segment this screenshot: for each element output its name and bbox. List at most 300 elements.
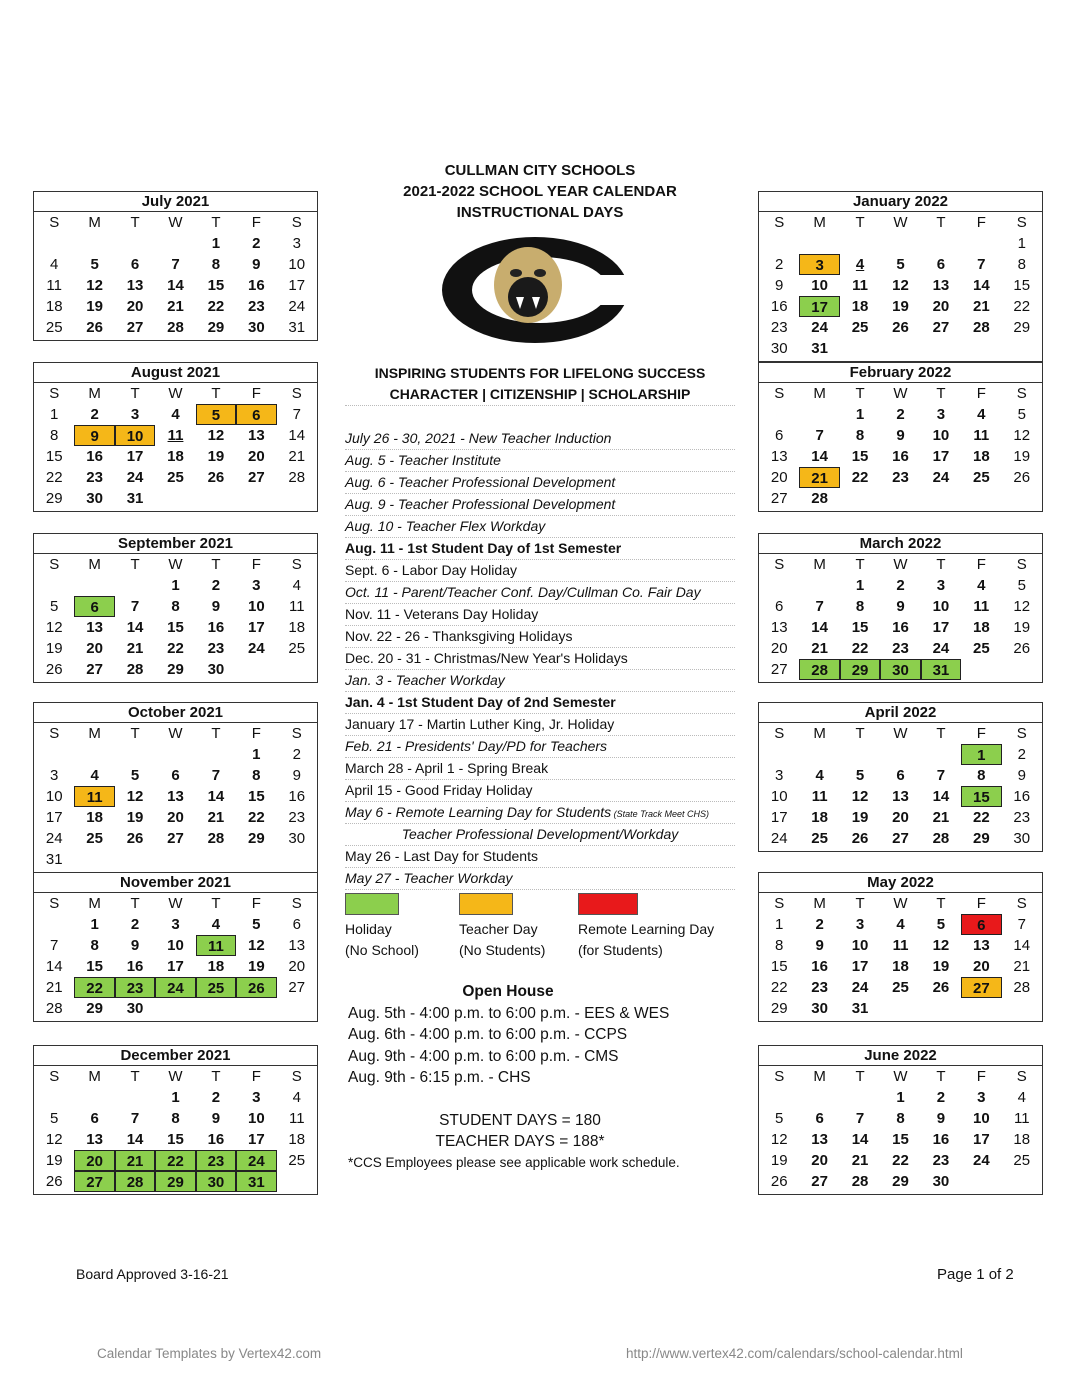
day-cell: 26 bbox=[1013, 469, 1031, 486]
day-cell: 2 bbox=[1017, 746, 1026, 763]
day-cell: 4 bbox=[815, 767, 824, 784]
day-cell: 25 bbox=[973, 469, 990, 486]
day-cell: 8 bbox=[855, 427, 865, 444]
day-cell: 7 bbox=[130, 1110, 140, 1127]
day-cell: 2 bbox=[936, 1089, 946, 1106]
day-cell: 29 bbox=[248, 830, 265, 847]
weekday-header: S bbox=[1016, 556, 1027, 573]
weekday-header: F bbox=[976, 385, 986, 402]
weekday-header: F bbox=[251, 725, 261, 742]
legend-teacher-label: Teacher Day bbox=[459, 921, 538, 937]
day-cell: 13 bbox=[86, 619, 103, 636]
day-cell: 29 bbox=[973, 830, 990, 847]
day-cell: 17 bbox=[288, 277, 306, 294]
event-text: April 15 - Good Friday Holiday bbox=[345, 782, 533, 798]
day-cell: 27 bbox=[811, 1173, 828, 1190]
day-cell: 14 bbox=[126, 1131, 144, 1148]
month-february-2022 bbox=[758, 362, 1043, 512]
month-grid bbox=[34, 383, 317, 511]
day-cell: 13 bbox=[932, 277, 950, 294]
weekday-header: W bbox=[168, 214, 183, 231]
day-cell: 3 bbox=[799, 254, 839, 275]
day-cell: 8 bbox=[90, 937, 99, 954]
weekday-header: W bbox=[168, 556, 183, 573]
month-title: April 2022 bbox=[759, 703, 1042, 723]
day-cell: 25 bbox=[892, 979, 909, 996]
day-cell: 28 bbox=[167, 319, 184, 336]
blank-cell bbox=[840, 233, 880, 254]
template-credit: Calendar Templates by Vertex42.com bbox=[97, 1346, 322, 1361]
day-cell: 28 bbox=[207, 830, 225, 847]
month-grid bbox=[34, 1066, 317, 1194]
weekday-header: T bbox=[936, 1068, 946, 1085]
day-cell: 30 bbox=[248, 319, 265, 336]
month-october-2021 bbox=[33, 702, 318, 873]
event-text: Oct. 11 - Parent/Teacher Conf. Day/Cullman Co. Fair Day bbox=[345, 584, 701, 600]
day-cell: 16 bbox=[770, 298, 788, 315]
weekday-header: M bbox=[813, 385, 826, 402]
day-cell: 12 bbox=[892, 277, 909, 294]
weekday-header: M bbox=[813, 1068, 826, 1085]
day-cell: 2 bbox=[775, 256, 784, 273]
month-april-2022 bbox=[758, 702, 1043, 852]
day-cell: 23 bbox=[1013, 809, 1031, 826]
event-text: Aug. 9 - Teacher Professional Development bbox=[345, 496, 616, 512]
weekday-header: T bbox=[211, 385, 221, 402]
board-approved: Board Approved 3-16-21 bbox=[76, 1266, 229, 1282]
weekday-header: F bbox=[976, 1068, 986, 1085]
day-cell: 10 bbox=[288, 256, 306, 273]
weekday-header: T bbox=[936, 556, 946, 573]
day-cell: 8 bbox=[171, 1110, 180, 1127]
day-cell: 8 bbox=[1017, 256, 1026, 273]
weekday-header: M bbox=[88, 385, 101, 402]
day-cell: 15 bbox=[892, 1131, 909, 1148]
school-name: CULLMAN CITY SCHOOLS bbox=[444, 162, 636, 179]
month-grid bbox=[759, 1066, 1042, 1194]
day-cell: 24 bbox=[236, 1150, 276, 1171]
weekday-header: T bbox=[855, 556, 865, 573]
day-cell: 4 bbox=[292, 577, 301, 594]
event-item bbox=[345, 516, 735, 538]
event-text: Aug. 11 - 1st Student Day of 1st Semester bbox=[345, 540, 622, 556]
event-item bbox=[345, 626, 735, 648]
day-cell: 24 bbox=[248, 640, 265, 657]
day-cell: 3 bbox=[171, 916, 180, 933]
month-title: March 2022 bbox=[759, 534, 1042, 554]
day-cell: 20 bbox=[74, 1150, 114, 1171]
day-cell: 3 bbox=[936, 577, 946, 594]
day-cell: 29 bbox=[45, 490, 63, 507]
weekday-header: M bbox=[813, 214, 826, 231]
event-text: Nov. 22 - 26 - Thanksgiving Holidays bbox=[345, 628, 573, 644]
day-cell: 23 bbox=[288, 809, 306, 826]
day-cell: 15 bbox=[248, 788, 265, 805]
day-cell: 26 bbox=[892, 319, 909, 336]
day-cell: 21 bbox=[167, 298, 184, 315]
day-cell: 15 bbox=[851, 619, 869, 636]
day-cell: 5 bbox=[50, 1110, 59, 1127]
day-cell: 12 bbox=[932, 937, 950, 954]
day-cell: 18 bbox=[288, 619, 306, 636]
day-cell: 30 bbox=[880, 659, 920, 680]
month-title: November 2021 bbox=[34, 873, 317, 893]
day-cell: 4 bbox=[50, 256, 59, 273]
event-item bbox=[345, 868, 735, 890]
day-cell: 20 bbox=[288, 958, 306, 975]
day-cell: 19 bbox=[1013, 448, 1031, 465]
weekday-header: T bbox=[211, 725, 221, 742]
month-title: May 2022 bbox=[759, 873, 1042, 893]
day-cell: 21 bbox=[851, 1152, 869, 1169]
blank-cell bbox=[799, 744, 839, 765]
day-cell: 11 bbox=[288, 598, 305, 615]
day-cell: 12 bbox=[86, 277, 103, 294]
blank-cell bbox=[921, 233, 961, 254]
event-item bbox=[345, 714, 735, 736]
day-cell: 29 bbox=[840, 659, 880, 680]
day-cell: 29 bbox=[155, 1171, 195, 1192]
day-cell: 28 bbox=[973, 319, 990, 336]
day-cell: 18 bbox=[973, 619, 990, 636]
day-cell: 14 bbox=[207, 788, 225, 805]
blank-cell bbox=[196, 744, 236, 765]
weekday-header: F bbox=[976, 556, 986, 573]
legend-teacher-note: (No Students) bbox=[459, 942, 546, 958]
day-cell: 22 bbox=[207, 298, 225, 315]
month-may-2022 bbox=[758, 872, 1043, 1022]
day-cell: 27 bbox=[961, 977, 1001, 998]
holiday-swatch bbox=[345, 893, 399, 915]
weekday-header: S bbox=[774, 214, 785, 231]
day-cell: 5 bbox=[936, 916, 946, 933]
day-cell: 11 bbox=[46, 277, 62, 294]
day-cell: 23 bbox=[115, 977, 155, 998]
weekday-header: S bbox=[1016, 385, 1027, 402]
open-house bbox=[348, 981, 738, 1089]
weekday-header: W bbox=[893, 725, 908, 742]
day-cell: 2 bbox=[896, 406, 905, 423]
weekday-header: S bbox=[774, 725, 785, 742]
day-cell: 3 bbox=[855, 916, 865, 933]
event-item bbox=[345, 560, 735, 582]
day-cell: 7 bbox=[50, 937, 59, 954]
day-cell: 15 bbox=[961, 786, 1001, 807]
day-cell: 28 bbox=[126, 661, 144, 678]
month-grid bbox=[34, 554, 317, 682]
day-cell: 28 bbox=[811, 490, 828, 507]
day-cell: 22 bbox=[167, 640, 184, 657]
day-cell: 11 bbox=[167, 427, 184, 444]
day-cell: 2 bbox=[130, 916, 140, 933]
day-cell: 17 bbox=[167, 958, 184, 975]
month-march-2022 bbox=[758, 533, 1043, 683]
day-cell: 16 bbox=[892, 448, 909, 465]
day-cell: 23 bbox=[248, 298, 265, 315]
day-cell: 13 bbox=[892, 788, 909, 805]
day-cell: 4 bbox=[292, 1089, 301, 1106]
day-cell: 22 bbox=[155, 1150, 195, 1171]
day-cell: 18 bbox=[45, 298, 63, 315]
event-text: Jan. 4 - 1st Student Day of 2nd Semester bbox=[345, 694, 616, 710]
day-cell: 6 bbox=[292, 916, 301, 933]
month-title: January 2022 bbox=[759, 192, 1042, 212]
day-cell: 20 bbox=[932, 298, 950, 315]
day-cell: 6 bbox=[171, 767, 180, 784]
day-totals bbox=[345, 1110, 695, 1173]
event-text: January 17 - Martin Luther King, Jr. Holiday bbox=[345, 716, 615, 732]
day-cell: 31 bbox=[851, 1000, 869, 1017]
day-cell: 21 bbox=[115, 1150, 155, 1171]
day-cell: 9 bbox=[74, 425, 114, 446]
blank-cell bbox=[759, 404, 799, 425]
day-cell: 12 bbox=[45, 1131, 63, 1148]
weekday-header: T bbox=[855, 214, 865, 231]
day-cell: 10 bbox=[851, 937, 869, 954]
day-cell: 26 bbox=[236, 977, 276, 998]
day-cell: 17 bbox=[126, 448, 144, 465]
month-grid bbox=[34, 893, 317, 1021]
day-cell: 28 bbox=[45, 1000, 63, 1017]
day-cell: 7 bbox=[171, 256, 180, 273]
month-grid bbox=[759, 893, 1042, 1021]
blank-cell bbox=[840, 1087, 880, 1108]
day-cell: 27 bbox=[892, 830, 909, 847]
day-cell: 21 bbox=[288, 448, 306, 465]
month-grid bbox=[759, 554, 1042, 682]
day-cell: 29 bbox=[167, 661, 184, 678]
day-cell: 4 bbox=[1017, 1089, 1026, 1106]
weekday-header: M bbox=[813, 895, 826, 912]
event-item bbox=[345, 582, 735, 604]
day-cell: 20 bbox=[892, 809, 909, 826]
month-title: October 2021 bbox=[34, 703, 317, 723]
day-cell: 4 bbox=[171, 406, 180, 423]
day-cell: 27 bbox=[288, 979, 306, 996]
day-cell: 17 bbox=[851, 958, 869, 975]
day-cell: 26 bbox=[126, 830, 144, 847]
day-cell: 23 bbox=[86, 469, 103, 486]
day-cell: 6 bbox=[130, 256, 140, 273]
day-cell: 2 bbox=[292, 746, 301, 763]
blank-cell bbox=[115, 744, 155, 765]
weekday-header: M bbox=[88, 725, 101, 742]
weekday-header: S bbox=[774, 385, 785, 402]
weekday-header: S bbox=[774, 1068, 785, 1085]
day-cell: 28 bbox=[799, 659, 839, 680]
month-december-2021 bbox=[33, 1045, 318, 1195]
day-cell: 22 bbox=[74, 977, 114, 998]
day-cell: 18 bbox=[851, 298, 869, 315]
day-cell: 16 bbox=[248, 277, 265, 294]
weekday-header: W bbox=[893, 895, 908, 912]
weekday-header: S bbox=[49, 214, 60, 231]
teacher-days: TEACHER DAYS = 188* bbox=[435, 1133, 605, 1150]
day-cell: 7 bbox=[815, 427, 824, 444]
day-cell: 4 bbox=[855, 256, 865, 273]
weekday-header: T bbox=[211, 214, 221, 231]
day-cell: 22 bbox=[851, 469, 869, 486]
day-cell: 27 bbox=[248, 469, 265, 486]
day-cell: 3 bbox=[130, 406, 140, 423]
event-text: Aug. 5 - Teacher Institute bbox=[345, 452, 501, 468]
day-cell: 19 bbox=[1013, 619, 1031, 636]
weekday-header: S bbox=[774, 556, 785, 573]
open-house-line: Aug. 5th - 4:00 p.m. to 6:00 p.m. - EES & WES bbox=[348, 1004, 670, 1022]
day-cell: 27 bbox=[770, 661, 788, 678]
open-house-line: Aug. 9th - 4:00 p.m. to 6:00 p.m. - CMS bbox=[348, 1047, 619, 1065]
day-cell: 8 bbox=[977, 767, 986, 784]
day-cell: 3 bbox=[292, 235, 301, 252]
legend-remote bbox=[578, 893, 714, 961]
weekday-header: S bbox=[291, 214, 302, 231]
blank-cell bbox=[34, 575, 74, 596]
day-cell: 18 bbox=[167, 448, 184, 465]
day-cell: 25 bbox=[288, 1152, 306, 1169]
day-cell: 7 bbox=[815, 598, 824, 615]
blank-cell bbox=[74, 744, 114, 765]
weekday-header: S bbox=[1016, 725, 1027, 742]
event-item bbox=[345, 824, 735, 846]
day-cell: 31 bbox=[811, 340, 828, 357]
day-cell: 9 bbox=[815, 937, 824, 954]
weekday-header: T bbox=[855, 385, 865, 402]
day-cell: 1 bbox=[171, 1089, 180, 1106]
day-cell: 1 bbox=[896, 1089, 905, 1106]
day-cell: 23 bbox=[932, 1152, 950, 1169]
calendar-title: 2021-2022 SCHOOL YEAR CALENDAR bbox=[403, 183, 677, 200]
day-cell: 23 bbox=[892, 469, 909, 486]
weekday-header: T bbox=[130, 556, 140, 573]
day-cell: 30 bbox=[932, 1173, 950, 1190]
weekday-header: S bbox=[1016, 895, 1027, 912]
weekday-header: T bbox=[130, 214, 140, 231]
day-cell: 18 bbox=[207, 958, 225, 975]
day-cell: 7 bbox=[211, 767, 221, 784]
day-cell: 12 bbox=[851, 788, 869, 805]
day-cell: 13 bbox=[86, 1131, 103, 1148]
day-cell: 7 bbox=[977, 256, 986, 273]
day-cell: 27 bbox=[770, 490, 788, 507]
day-cell: 30 bbox=[288, 830, 306, 847]
day-cell: 18 bbox=[973, 448, 990, 465]
day-cell: 8 bbox=[50, 427, 59, 444]
blank-cell bbox=[115, 575, 155, 596]
day-cell: 5 bbox=[896, 256, 905, 273]
day-cell: 21 bbox=[811, 640, 828, 657]
legend-holiday bbox=[345, 893, 419, 961]
blank-cell bbox=[880, 744, 920, 765]
day-cell: 25 bbox=[851, 319, 869, 336]
day-cell: 30 bbox=[207, 661, 225, 678]
day-cell: 9 bbox=[896, 427, 905, 444]
day-cell: 22 bbox=[892, 1152, 909, 1169]
day-cell: 19 bbox=[45, 640, 63, 657]
day-cell: 5 bbox=[1017, 577, 1026, 594]
template-url[interactable]: http://www.vertex42.com/calendars/school-calendar.html bbox=[626, 1346, 963, 1361]
calendar-subtitle: INSTRUCTIONAL DAYS bbox=[456, 204, 624, 221]
day-cell: 14 bbox=[851, 1131, 869, 1148]
motto-line-1: INSPIRING STUDENTS FOR LIFELONG SUCCESS bbox=[374, 365, 706, 381]
day-cell: 4 bbox=[896, 916, 905, 933]
weekday-header: F bbox=[251, 895, 261, 912]
day-cell: 31 bbox=[921, 659, 961, 680]
day-cell: 17 bbox=[932, 448, 950, 465]
event-text: Jan. 3 - Teacher Workday bbox=[345, 672, 505, 688]
day-cell: 27 bbox=[126, 319, 144, 336]
day-cell: 25 bbox=[811, 830, 828, 847]
day-cell: 30 bbox=[196, 1171, 236, 1192]
month-september-2021 bbox=[33, 533, 318, 683]
day-cell: 21 bbox=[45, 979, 63, 996]
day-cell: 28 bbox=[932, 830, 950, 847]
day-cell: 14 bbox=[811, 619, 828, 636]
blank-cell bbox=[155, 233, 195, 254]
blank-cell bbox=[34, 233, 74, 254]
day-cell: 1 bbox=[1017, 235, 1026, 252]
day-cell: 1 bbox=[211, 235, 221, 252]
day-cell: 18 bbox=[811, 809, 828, 826]
day-cell: 6 bbox=[936, 256, 946, 273]
weekday-header: T bbox=[936, 214, 946, 231]
day-cell: 20 bbox=[126, 298, 144, 315]
student-days: STUDENT DAYS = 180 bbox=[439, 1112, 601, 1129]
day-cell: 3 bbox=[936, 406, 946, 423]
day-cell: 29 bbox=[770, 1000, 788, 1017]
weekday-header: S bbox=[291, 556, 302, 573]
day-cell: 24 bbox=[973, 1152, 990, 1169]
day-cell: 22 bbox=[1013, 298, 1031, 315]
day-cell: 5 bbox=[775, 1110, 784, 1127]
weekday-header: S bbox=[291, 725, 302, 742]
day-cell: 13 bbox=[288, 937, 306, 954]
day-cell: 14 bbox=[167, 277, 184, 294]
month-title: September 2021 bbox=[34, 534, 317, 554]
blank-cell bbox=[880, 233, 920, 254]
blank-cell bbox=[155, 744, 195, 765]
day-cell: 12 bbox=[248, 937, 265, 954]
remote-swatch bbox=[578, 893, 638, 915]
day-cell: 24 bbox=[126, 469, 144, 486]
day-cell: 23 bbox=[892, 640, 909, 657]
day-cell: 1 bbox=[855, 577, 865, 594]
day-cell: 8 bbox=[252, 767, 261, 784]
blank-cell bbox=[759, 575, 799, 596]
day-cell: 9 bbox=[211, 598, 221, 615]
blank-cell bbox=[74, 233, 114, 254]
day-cell: 7 bbox=[1017, 916, 1026, 933]
event-item bbox=[345, 472, 735, 494]
teacher-swatch bbox=[459, 893, 513, 915]
day-cell: 31 bbox=[126, 490, 144, 507]
day-cell: 2 bbox=[815, 916, 824, 933]
legend-remote-note: (for Students) bbox=[578, 942, 663, 958]
event-item bbox=[345, 846, 735, 868]
day-cell: 21 bbox=[932, 809, 950, 826]
day-cell: 25 bbox=[1013, 1152, 1031, 1169]
day-cell: 10 bbox=[973, 1110, 990, 1127]
day-cell: 29 bbox=[86, 1000, 103, 1017]
weekday-header: F bbox=[976, 725, 986, 742]
event-item bbox=[345, 692, 735, 714]
day-cell: 26 bbox=[45, 1173, 63, 1190]
day-cell: 27 bbox=[167, 830, 184, 847]
day-cell: 13 bbox=[248, 427, 265, 444]
day-cell: 10 bbox=[115, 425, 155, 446]
day-cell: 30 bbox=[126, 1000, 144, 1017]
month-title: June 2022 bbox=[759, 1046, 1042, 1066]
day-cell: 28 bbox=[288, 469, 306, 486]
